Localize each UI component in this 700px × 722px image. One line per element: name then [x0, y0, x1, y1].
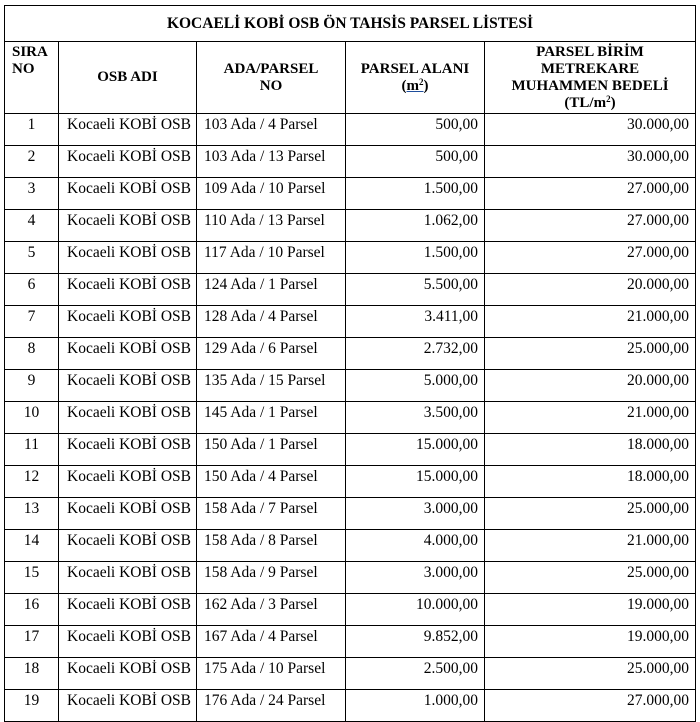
row-ada-parsel: 135 Ada / 15 Parsel [197, 370, 346, 402]
row-parsel-alani: 1.500,00 [346, 242, 485, 274]
row-ada-parsel: 117 Ada / 10 Parsel [197, 242, 346, 274]
header-unit-paren-open: ( [401, 77, 407, 94]
row-ada-parsel: 128 Ada / 4 Parsel [197, 306, 346, 338]
row-ada-parsel: 158 Ada / 7 Parsel [197, 498, 346, 530]
row-sira-no: 10 [5, 402, 59, 434]
row-sira-no: 4 [5, 210, 59, 242]
row-muhammen-bedel: 27.000,00 [485, 178, 696, 210]
row-ada-parsel: 167 Ada / 4 Parsel [197, 626, 346, 658]
row-muhammen-bedel: 19.000,00 [485, 594, 696, 626]
header-bedel-line2: METREKARE [540, 61, 640, 77]
row-muhammen-bedel: 25.000,00 [485, 338, 696, 370]
row-osb-adi: Kocaeli KOBİ OSB [59, 594, 197, 626]
table-row [5, 626, 696, 658]
row-osb-adi: Kocaeli KOBİ OSB [59, 242, 197, 274]
row-sira-no: 14 [5, 530, 59, 562]
header-bedel-unit-sup: 2 [606, 94, 611, 104]
table-row [5, 338, 696, 370]
row-muhammen-bedel: 25.000,00 [485, 498, 696, 530]
header-parsel-alani-label: PARSEL ALANI [360, 60, 470, 77]
row-ada-parsel: 145 Ada / 1 Parsel [197, 402, 346, 434]
header-unit-m: m [406, 77, 419, 94]
row-parsel-alani: 15.000,00 [346, 466, 485, 498]
table-row [5, 402, 696, 434]
row-sira-no: 1 [5, 114, 59, 146]
title-row [5, 6, 696, 42]
table-row [5, 242, 696, 274]
header-ada-parsel-line1: ADA/PARSEL [223, 60, 319, 77]
row-osb-adi: Kocaeli KOBİ OSB [59, 626, 197, 658]
row-sira-no: 16 [5, 594, 59, 626]
row-ada-parsel: 158 Ada / 8 Parsel [197, 530, 346, 562]
row-sira-no: 5 [5, 242, 59, 274]
table-row [5, 530, 696, 562]
table-row [5, 146, 696, 178]
row-muhammen-bedel: 20.000,00 [485, 370, 696, 402]
row-sira-no: 15 [5, 562, 59, 594]
table-row [5, 306, 696, 338]
row-muhammen-bedel: 30.000,00 [485, 114, 696, 146]
row-parsel-alani: 9.852,00 [346, 626, 485, 658]
row-parsel-alani: 3.000,00 [346, 562, 485, 594]
row-parsel-alani: 2.500,00 [346, 658, 485, 690]
row-muhammen-bedel: 18.000,00 [485, 434, 696, 466]
header-sira-no [5, 42, 59, 114]
table-row [5, 210, 696, 242]
row-muhammen-bedel: 21.000,00 [485, 306, 696, 338]
row-muhammen-bedel: 21.000,00 [485, 402, 696, 434]
table-row [5, 114, 696, 146]
row-ada-parsel: 175 Ada / 10 Parsel [197, 658, 346, 690]
row-parsel-alani: 15.000,00 [346, 434, 485, 466]
row-parsel-alani: 10.000,00 [346, 594, 485, 626]
row-sira-no: 3 [5, 178, 59, 210]
row-muhammen-bedel: 20.000,00 [485, 274, 696, 306]
row-sira-no: 19 [5, 690, 59, 722]
row-ada-parsel: 162 Ada / 3 Parsel [197, 594, 346, 626]
row-ada-parsel: 124 Ada / 1 Parsel [197, 274, 346, 306]
header-unit-sup: 2 [419, 76, 424, 87]
row-osb-adi: Kocaeli KOBİ OSB [59, 114, 197, 146]
row-sira-no: 13 [5, 498, 59, 530]
row-osb-adi: Kocaeli KOBİ OSB [59, 434, 197, 466]
row-osb-adi: Kocaeli KOBİ OSB [59, 530, 197, 562]
row-sira-no: 12 [5, 466, 59, 498]
row-sira-no: 6 [5, 274, 59, 306]
row-ada-parsel: 176 Ada / 24 Parsel [197, 690, 346, 722]
row-parsel-alani: 1.000,00 [346, 690, 485, 722]
row-sira-no: 8 [5, 338, 59, 370]
table-row [5, 498, 696, 530]
row-muhammen-bedel: 27.000,00 [485, 210, 696, 242]
row-osb-adi: Kocaeli KOBİ OSB [59, 498, 197, 530]
table-row [5, 594, 696, 626]
row-osb-adi: Kocaeli KOBİ OSB [59, 562, 197, 594]
row-ada-parsel: 150 Ada / 1 Parsel [197, 434, 346, 466]
row-parsel-alani: 5.500,00 [346, 274, 485, 306]
row-sira-no: 2 [5, 146, 59, 178]
row-muhammen-bedel: 27.000,00 [485, 690, 696, 722]
header-bedel-unit: (TL/m [564, 95, 607, 111]
header-osb-adi: OSB ADI [59, 42, 197, 114]
header-bedel-line1: PARSEL BİRİM [536, 44, 644, 60]
table-row [5, 370, 696, 402]
row-muhammen-bedel: 25.000,00 [485, 658, 696, 690]
header-muhammen-bedel [485, 42, 696, 114]
header-ada-parsel-line2: NO [259, 77, 283, 94]
header-row [5, 42, 696, 114]
row-muhammen-bedel: 30.000,00 [485, 146, 696, 178]
row-osb-adi: Kocaeli KOBİ OSB [59, 338, 197, 370]
table-row [5, 434, 696, 466]
row-sira-no: 17 [5, 626, 59, 658]
header-unit-paren-close: ) [423, 77, 429, 94]
header-parsel-alani [346, 42, 485, 114]
row-muhammen-bedel: 21.000,00 [485, 530, 696, 562]
row-osb-adi: Kocaeli KOBİ OSB [59, 146, 197, 178]
header-bedel-line3: MUHAMMEN BEDELİ [511, 78, 669, 94]
row-sira-no: 7 [5, 306, 59, 338]
table-row [5, 690, 696, 722]
row-osb-adi: Kocaeli KOBİ OSB [59, 274, 197, 306]
row-ada-parsel: 103 Ada / 13 Parsel [197, 146, 346, 178]
table-row [5, 562, 696, 594]
row-osb-adi: Kocaeli KOBİ OSB [59, 306, 197, 338]
row-parsel-alani: 5.000,00 [346, 370, 485, 402]
row-parsel-alani: 500,00 [346, 114, 485, 146]
table-row [5, 274, 696, 306]
row-osb-adi: Kocaeli KOBİ OSB [59, 210, 197, 242]
row-osb-adi: Kocaeli KOBİ OSB [59, 690, 197, 722]
row-ada-parsel: 129 Ada / 6 Parsel [197, 338, 346, 370]
row-muhammen-bedel: 18.000,00 [485, 466, 696, 498]
row-ada-parsel: 150 Ada / 4 Parsel [197, 466, 346, 498]
row-muhammen-bedel: 19.000,00 [485, 626, 696, 658]
row-ada-parsel: 158 Ada / 9 Parsel [197, 562, 346, 594]
table-title: KOCAELİ KOBİ OSB ÖN TAHSİS PARSEL LİSTESİ [5, 6, 696, 42]
row-osb-adi: Kocaeli KOBİ OSB [59, 658, 197, 690]
row-parsel-alani: 3.000,00 [346, 498, 485, 530]
row-sira-no: 11 [5, 434, 59, 466]
table-row [5, 466, 696, 498]
header-ada-parsel [197, 42, 346, 114]
row-parsel-alani: 1.062,00 [346, 210, 485, 242]
row-parsel-alani: 500,00 [346, 146, 485, 178]
parcel-list-table [4, 5, 696, 722]
row-osb-adi: Kocaeli KOBİ OSB [59, 466, 197, 498]
header-bedel-unit-close: ) [610, 95, 616, 111]
table-body [5, 114, 696, 722]
row-ada-parsel: 103 Ada / 4 Parsel [197, 114, 346, 146]
row-ada-parsel: 109 Ada / 10 Parsel [197, 178, 346, 210]
row-muhammen-bedel: 25.000,00 [485, 562, 696, 594]
row-parsel-alani: 3.411,00 [346, 306, 485, 338]
row-muhammen-bedel: 27.000,00 [485, 242, 696, 274]
header-parsel-alani-unit-link[interactable] [407, 78, 424, 94]
row-ada-parsel: 110 Ada / 13 Parsel [197, 210, 346, 242]
row-osb-adi: Kocaeli KOBİ OSB [59, 178, 197, 210]
row-parsel-alani: 3.500,00 [346, 402, 485, 434]
row-parsel-alani: 2.732,00 [346, 338, 485, 370]
row-parsel-alani: 4.000,00 [346, 530, 485, 562]
row-osb-adi: Kocaeli KOBİ OSB [59, 370, 197, 402]
row-parsel-alani: 1.500,00 [346, 178, 485, 210]
row-osb-adi: Kocaeli KOBİ OSB [59, 402, 197, 434]
table-row [5, 658, 696, 690]
row-sira-no: 18 [5, 658, 59, 690]
header-sira-no-line2: NO [12, 61, 35, 77]
row-sira-no: 9 [5, 370, 59, 402]
table-row [5, 178, 696, 210]
header-sira-no-line1: SIRA [12, 44, 48, 60]
